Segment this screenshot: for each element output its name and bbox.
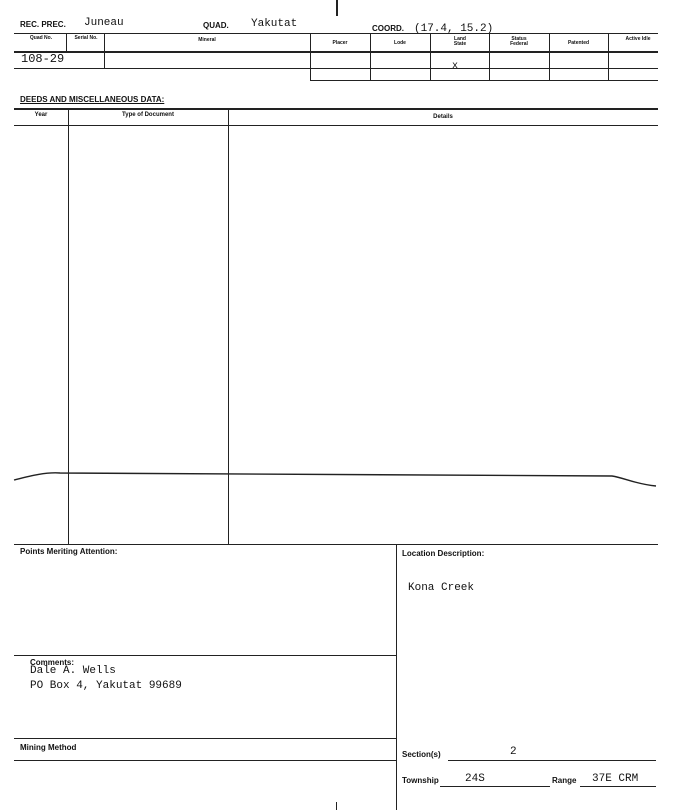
- col-header-land-state: Land State: [453, 36, 467, 47]
- points-meriting-label: Points Meriting Attention:: [20, 547, 118, 556]
- header-mid-rule: [14, 51, 658, 53]
- col-divider-land: [489, 33, 490, 80]
- col-divider-patented: [608, 33, 609, 80]
- col-header-year: Year: [34, 112, 48, 118]
- bottom-top-rule: [14, 544, 658, 545]
- location-description-value: Kona Creek: [408, 582, 475, 594]
- township-label: Township: [402, 776, 439, 785]
- coord-label: COORD.: [372, 24, 404, 33]
- range-underline: [580, 786, 656, 787]
- bottom-center-divider: [396, 544, 397, 810]
- range-label: Range: [552, 776, 577, 785]
- quad-no-value: 108-29: [21, 52, 65, 66]
- quad-value: Yakutat: [251, 18, 298, 30]
- section-label: Section(s): [402, 750, 441, 759]
- deeds-title: DEEDS AND MISCELLANEOUS DATA:: [20, 95, 165, 104]
- section-underline: [448, 760, 656, 761]
- comments-label: Comments:: [30, 658, 75, 667]
- township-value: 24S: [465, 773, 485, 785]
- binder-mark-bottom: [336, 802, 337, 810]
- coord-value: (17.4, 15.2): [414, 23, 494, 35]
- location-description-label: Location Description:: [402, 549, 485, 558]
- col-header-status-federal: Status Federal: [510, 36, 528, 47]
- mining-method-label: Mining Method: [20, 743, 77, 752]
- header-top-rule: [14, 33, 658, 34]
- header-lower-rule: [310, 80, 658, 81]
- section-value: 2: [510, 746, 517, 758]
- col-header-lode: Lode: [394, 40, 406, 46]
- col-header-details: Details: [433, 114, 453, 120]
- col-divider-quad: [66, 33, 67, 51]
- mining-bottom-rule: [14, 760, 396, 761]
- comments-top-rule: [14, 655, 396, 656]
- rec-prec-label: REC. PREC.: [20, 20, 66, 29]
- range-value: 37E CRM: [592, 773, 639, 785]
- col-header-active-idle: Active Idle: [625, 36, 651, 42]
- fold-line: [0, 462, 678, 492]
- township-underline: [440, 786, 550, 787]
- deeds-top-rule: [14, 108, 658, 110]
- land-state-mark: x: [452, 61, 459, 72]
- binder-mark: [336, 0, 338, 16]
- col-header-mineral: Mineral: [198, 37, 216, 43]
- col-header-patented: Patented: [567, 40, 590, 46]
- col-header-quad-no: Quad No.: [29, 35, 53, 41]
- comments-line-2: PO Box 4, Yakutat 99689: [30, 680, 182, 692]
- col-header-type: Type of Document: [122, 112, 174, 118]
- deeds-header-rule: [14, 125, 658, 126]
- comments-line-1: Dale A. Wells: [30, 665, 116, 677]
- col-header-placer: Placer: [332, 40, 348, 46]
- header-bottom-rule: [14, 68, 658, 69]
- mining-top-rule: [14, 738, 396, 739]
- rec-prec-value: Juneau: [84, 17, 124, 29]
- col-divider-lode: [430, 33, 431, 80]
- quad-label: QUAD.: [203, 21, 229, 30]
- col-header-serial-no: Serial No.: [74, 35, 98, 41]
